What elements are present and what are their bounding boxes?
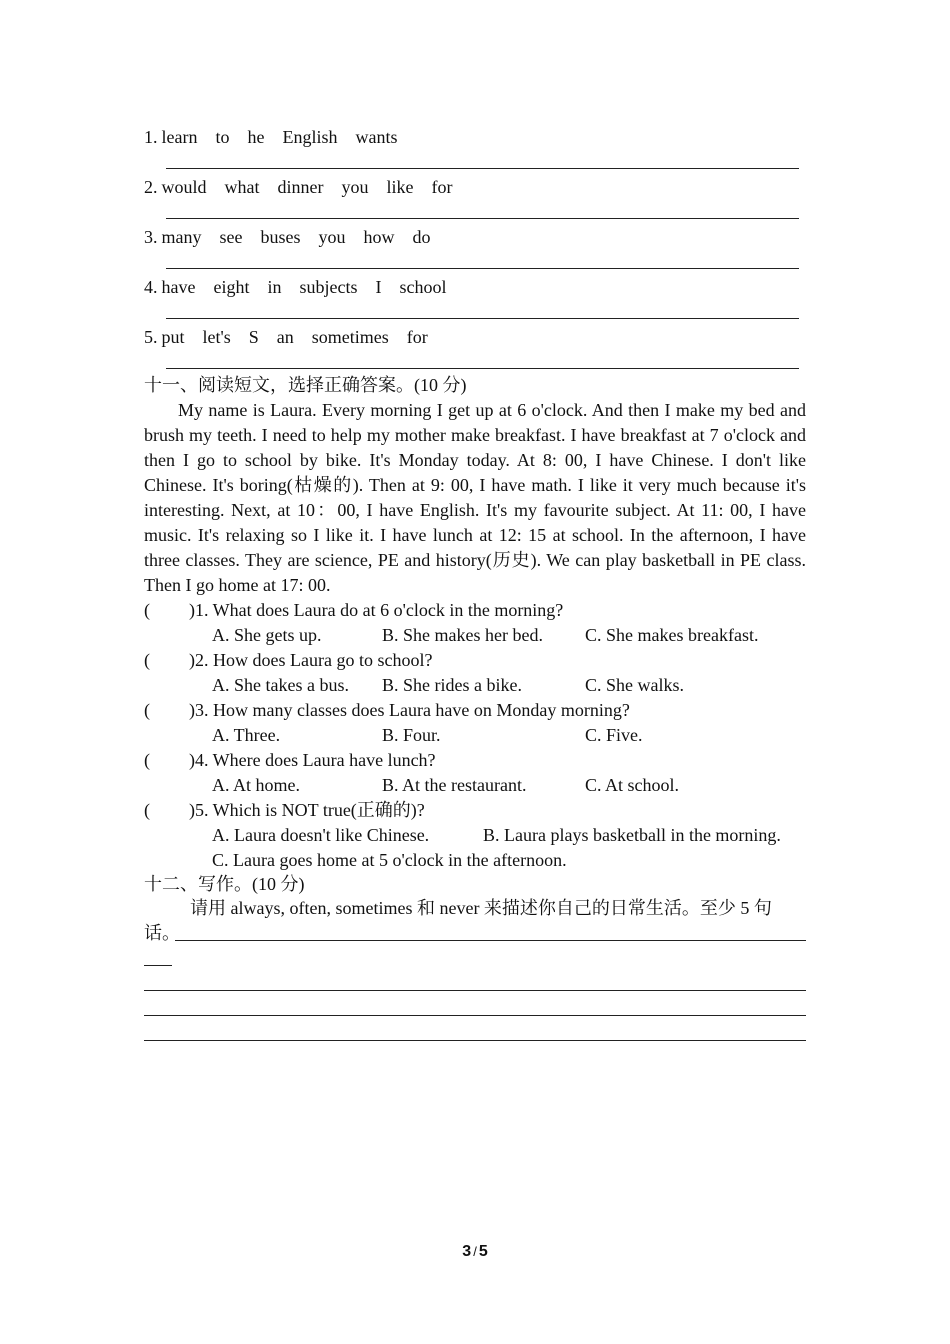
question-stem: )2. How does Laura go to school?: [189, 650, 433, 670]
word: English: [282, 127, 338, 147]
word: do: [412, 227, 431, 247]
question-2: [144, 648, 432, 673]
option-c: C. Five.: [585, 725, 643, 745]
prompt-line-2: 话。: [144, 923, 180, 943]
writing-prompt: [144, 896, 806, 946]
word: I: [375, 277, 382, 297]
item-number: 4.: [144, 277, 158, 297]
passage-text: My name is Laura. Every morning I get up at 6 o'clock. And then I make my bed and brush my teeth. I need to help my mother make breakfast. I have breakfast at 7 o'clock and then I go to school by bike. It's Monday today. At 8: 00, I have Chinese. I don't like Chinese. It's boring(枯燥的). Then at 9: 00, I have math. I like it very much because it's interesting. Next, at 10：00, I have English. It's my favourite subject. At 11: 00, I have music. It's relaxing so I like it. I have lunch at 12: 15 at school. In the afternoon, I have three classes. They are science, PE and history(历史). We can play basketball in PE class. Then I go home at 17: 00.: [144, 400, 806, 595]
word: buses: [260, 227, 301, 247]
writing-line[interactable]: [144, 1015, 806, 1016]
word: dinner: [277, 177, 324, 197]
option-b: B. At the restaurant.: [382, 775, 527, 795]
answer-line[interactable]: [166, 268, 799, 269]
word: sometimes: [311, 327, 389, 347]
word: put: [161, 327, 185, 347]
total-pages: 5: [478, 1243, 488, 1260]
page-number: [0, 1243, 950, 1261]
word-list: [144, 276, 465, 298]
word: what: [224, 177, 260, 197]
word: he: [247, 127, 265, 147]
word: subjects: [299, 277, 358, 297]
answer-line[interactable]: [166, 318, 799, 319]
reading-passage: [144, 398, 806, 598]
word-list: [144, 326, 446, 348]
question-3: [144, 698, 630, 723]
answer-blank[interactable]: (: [144, 800, 150, 820]
question-stem: )5. Which is NOT true(正确的)?: [189, 800, 425, 820]
word: let's: [202, 327, 231, 347]
option-a: A. Three.: [212, 725, 281, 745]
word: would: [161, 177, 207, 197]
item-number: 3.: [144, 227, 158, 247]
word: to: [215, 127, 230, 147]
option-c: C. She walks.: [585, 675, 684, 695]
question-stem: )4. Where does Laura have lunch?: [189, 750, 436, 770]
option-c: C. At school.: [585, 775, 680, 795]
option-b: B. She makes her bed.: [382, 625, 543, 645]
word: for: [431, 177, 453, 197]
word: for: [406, 327, 428, 347]
prompt-line-1: 请用 always, often, sometimes 和 never 来描述你自己的日常生活。至少 5 句: [190, 898, 772, 918]
word-list: [144, 226, 448, 248]
answer-line[interactable]: [166, 368, 799, 369]
word: you: [318, 227, 346, 247]
word: wants: [355, 127, 398, 147]
item-number: 5.: [144, 327, 158, 347]
word: an: [276, 327, 294, 347]
word-list: [144, 126, 416, 148]
word: you: [341, 177, 369, 197]
word: like: [386, 177, 414, 197]
word: many: [161, 227, 202, 247]
option-a: A. She gets up.: [212, 625, 322, 645]
answer-blank[interactable]: (: [144, 700, 150, 720]
writing-line[interactable]: [144, 990, 806, 991]
option-c: C. She makes breakfast.: [585, 625, 759, 645]
question-stem: )3. How many classes does Laura have on Monday morning?: [189, 700, 630, 720]
option-c: C. Laura goes home at 5 o'clock in the afternoon.: [212, 850, 567, 870]
word: eight: [213, 277, 250, 297]
writing-line[interactable]: [144, 1040, 806, 1041]
reading-heading: 十一、阅读短文，选择正确答案。(10 分): [144, 375, 467, 395]
word: have: [161, 277, 196, 297]
option-b: B. Laura plays basketball in the morning.: [483, 825, 781, 845]
answer-line[interactable]: [166, 218, 799, 219]
item-number: 1.: [144, 127, 158, 147]
option-a: A. At home.: [212, 775, 300, 795]
word: in: [267, 277, 282, 297]
question-5: [144, 798, 425, 823]
page-separator: /: [473, 1244, 477, 1259]
writing-line[interactable]: [175, 940, 806, 941]
option-a: A. She takes a bus.: [212, 675, 349, 695]
question-4: [144, 748, 436, 773]
word-list: [144, 176, 470, 198]
question-1: [144, 598, 563, 623]
option-a: A. Laura doesn't like Chinese.: [212, 825, 430, 845]
answer-blank[interactable]: (: [144, 600, 150, 620]
word: school: [399, 277, 447, 297]
option-b: B. Four.: [382, 725, 441, 745]
answer-blank[interactable]: (: [144, 650, 150, 670]
word: see: [219, 227, 243, 247]
word: learn: [161, 127, 198, 147]
option-b: B. She rides a bike.: [382, 675, 522, 695]
current-page: 3: [462, 1243, 472, 1260]
question-stem: )1. What does Laura do at 6 o'clock in the morning?: [189, 600, 564, 620]
writing-heading: 十二、写作。(10 分): [144, 874, 305, 894]
answer-line[interactable]: [166, 168, 799, 169]
writing-line[interactable]: [144, 965, 172, 966]
word: how: [363, 227, 395, 247]
answer-blank[interactable]: (: [144, 750, 150, 770]
word: S: [248, 327, 259, 347]
item-number: 2.: [144, 177, 158, 197]
